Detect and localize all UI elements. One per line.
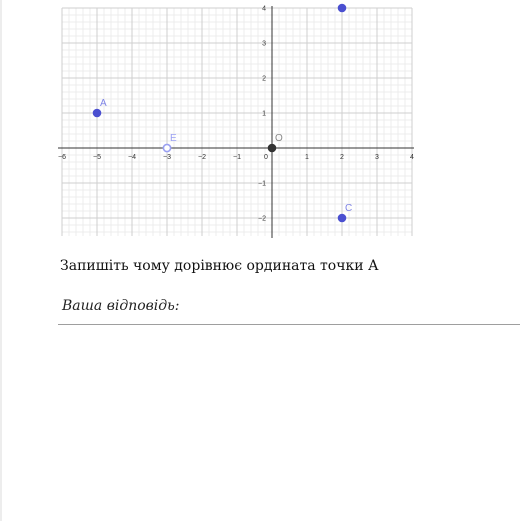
- y-tick-label: 4: [262, 5, 266, 13]
- x-tick-label: 0: [264, 154, 268, 161]
- x-tick-label: −2: [198, 154, 206, 161]
- answer-label: Ваша відповідь:: [62, 298, 180, 314]
- answer-input-line[interactable]: [58, 324, 520, 325]
- y-tick-label: 2: [262, 75, 266, 83]
- x-tick-label: 1: [305, 154, 309, 161]
- point-o: [268, 144, 276, 152]
- point-label-o: O: [275, 133, 283, 144]
- point-unlabeled: [338, 4, 346, 12]
- point-c: [338, 214, 346, 222]
- y-tick-label: −1: [258, 180, 266, 188]
- point-label-c: C: [345, 203, 353, 214]
- x-tick-label: −6: [58, 154, 66, 161]
- point-label-a: A: [100, 98, 107, 109]
- y-tick-label: 1: [262, 110, 266, 118]
- point-label-e: E: [170, 133, 177, 144]
- major-grid: [62, 5, 412, 236]
- x-tick-label: 4: [410, 154, 414, 161]
- x-tick-label: −5: [93, 154, 101, 161]
- x-tick-label: 3: [375, 154, 379, 161]
- y-tick-label: −2: [258, 215, 266, 223]
- x-tick-label: −3: [163, 154, 171, 161]
- point-a: [93, 109, 101, 117]
- y-tick-label: 3: [262, 40, 266, 48]
- x-tick-label: −4: [128, 154, 136, 161]
- x-tick-label: 2: [340, 154, 344, 161]
- coordinate-plane: [0, 0, 520, 245]
- x-tick-label: −1: [233, 154, 241, 161]
- point-e: [163, 144, 170, 151]
- question-text: Запишіть чому дорівнює ордината точки А: [60, 258, 379, 274]
